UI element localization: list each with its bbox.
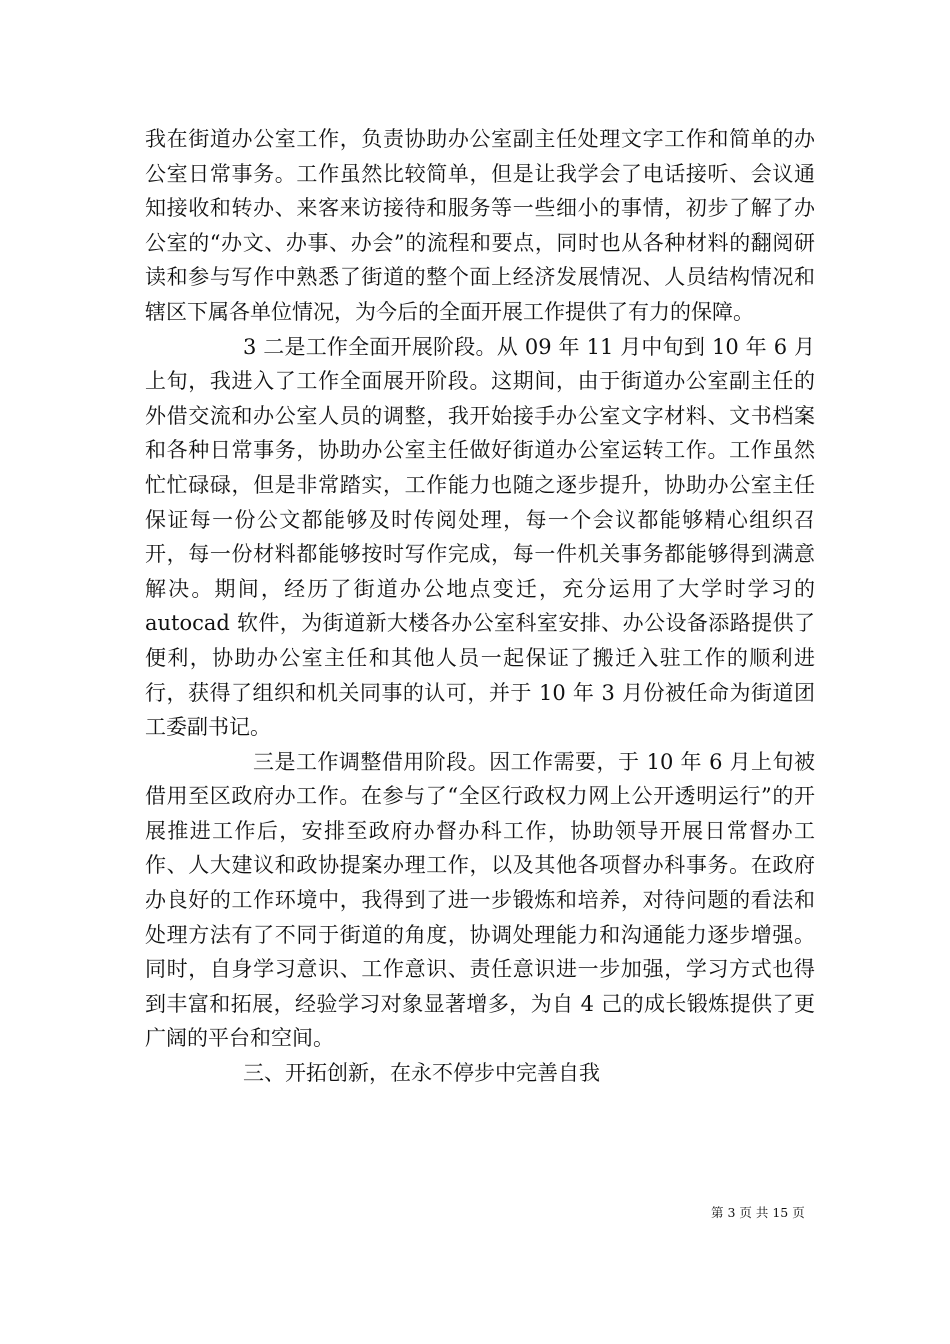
section-heading: 三、开拓创新，在永不停步中完善自我 (243, 1061, 600, 1086)
document-body (145, 122, 815, 1091)
paragraph-office-work: 我在街道办公室工作，负责协助办公室副主任处理文字工作和简单的办公室日常事务。工作虽然比较简单，但是让我学会了电话接听、会议通知接收和转办、来客来访接待和服务等一些细小的事情，初步了解了办公室的“办文、办事、办会”的流程和要点，同时也从各种材料的翻阅研读和参与写作中熟悉了街道的整个面上经济发展情况、人员结构情况和辖区下属各单位情况，为今后的全面开展工作提供了有力的保障。 (145, 127, 815, 324)
page-number-footer: 第 3 页 共 15 页 (711, 1205, 805, 1220)
paragraph-stage-two: 3 二是工作全面开展阶段。从 09 年 11 月中旬到 10 年 6 月上旬，我进入了工作全面展开阶段。这期间，由于街道办公室副主任的外借交流和办公室人员的调整，我开始接手办公室文字材料、文书档案和各种日常事务，协助办公室主任做好街道办公室运转工作。工作虽然忙忙碌碌，但是非常踏实，工作能力也随之逐步提升，协助办公室主任保证每一份公文都能够及时传阅处理，每一个会议都能够精心组织召开，每一份材料都能够按时写作完成，每一件机关事务都能够得到满意解决。期间，经历了街道办公地点变迁，充分运用了大学时学习的 autocad 软件，为街道新大楼各办公室科室安排、办公设备添路提供了便利，协助办公室主任和其他人员一起保证了搬迁入驻工作的顺利进行，获得了组织和机关同事的认可，并于 10 年 3 月份被任命为街道团工委副书记。 (145, 334, 815, 740)
paragraph-stage-three: 三是工作调整借用阶段。因工作需要，于 10 年 6 月上旬被借用至区政府办工作。在参与了“全区行政权力网上公开透明运行”的开展推进工作后，安排至政府办督办科工作，协助领导开展日常督办工作、人大建议和政协提案办理工作，以及其他各项督办科事务。在政府办良好的工作环境中，我得到了进一步锻炼和培养，对待问题的看法和处理方法有了不同于街道的角度，协调处理能力和沟通能力逐步增强。同时，自身学习意识、工作意识、责任意识进一步加强，学习方式也得到丰富和拓展，经验学习对象显著增多，为自 4 己的成长锻炼提供了更广阔的平台和空间。 (145, 749, 815, 1051)
